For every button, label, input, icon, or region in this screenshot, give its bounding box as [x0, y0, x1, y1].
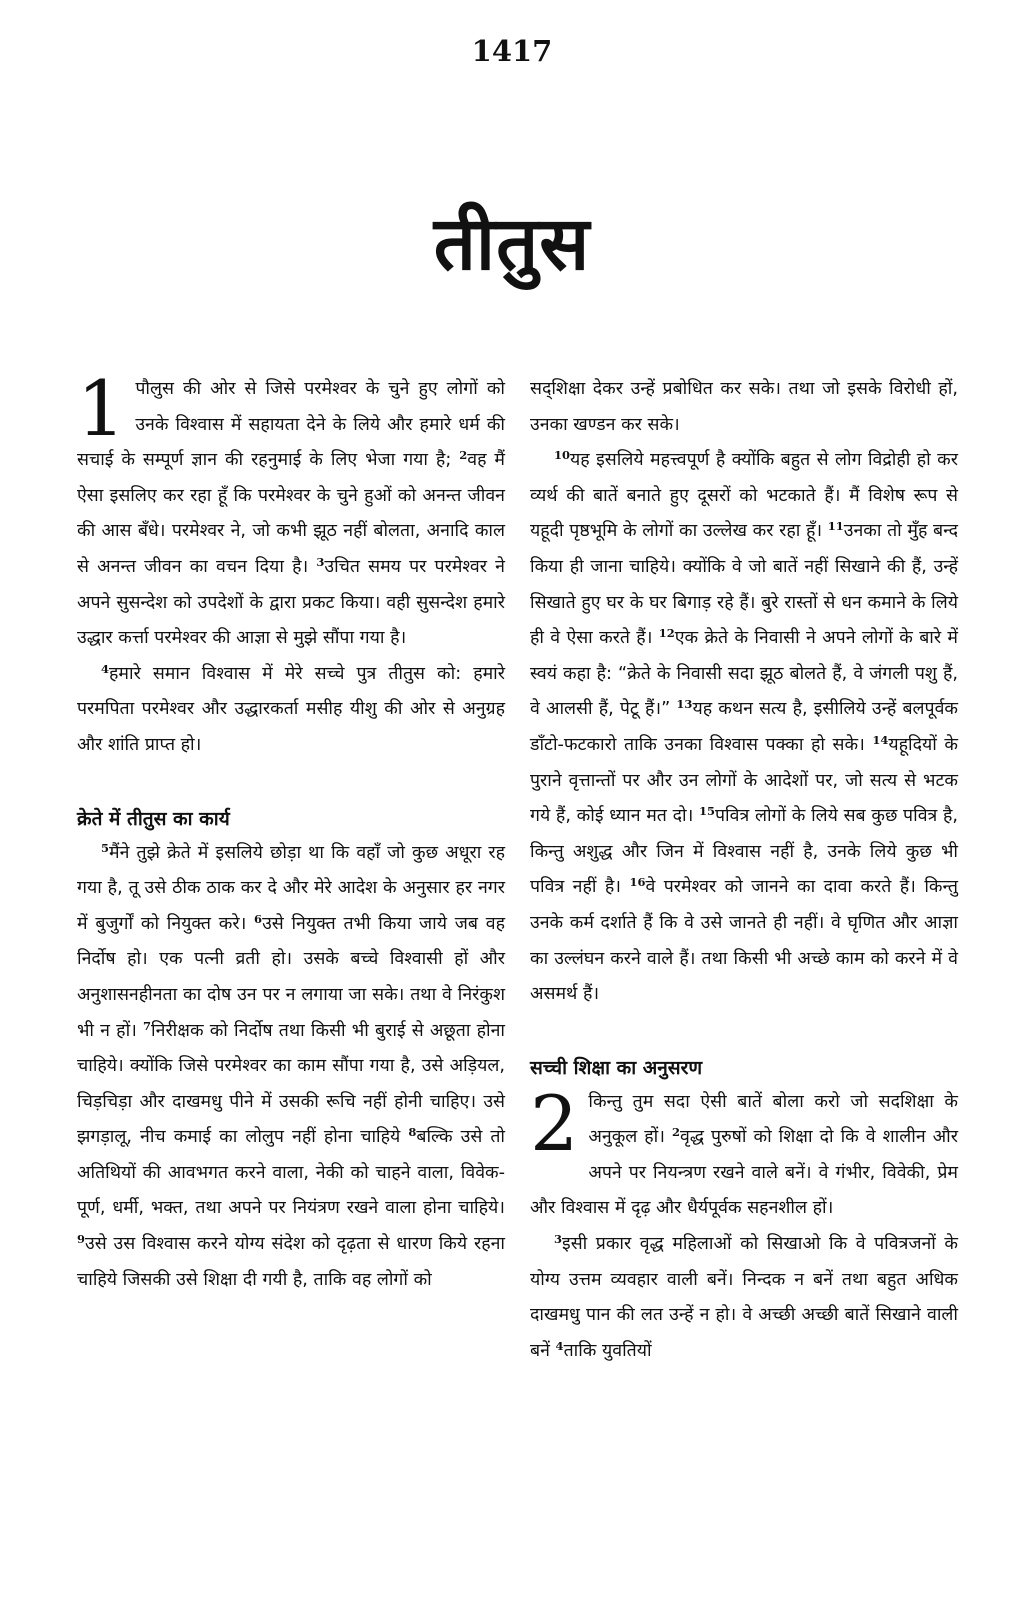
page-number: 1417 [471, 34, 553, 68]
verse-number-16: 16 [629, 875, 646, 890]
chapter-2-paragraph-2 [530, 1227, 958, 1369]
verse-text-2-1: किन्तु तुम सदा ऐसी बातें बोला करो जो सदशिक्षा के अनुकूल हों। [588, 1091, 958, 1148]
section-gap [77, 764, 505, 802]
verse-number-3: 3 [316, 554, 325, 569]
chapter-1-paragraph-4 [530, 443, 958, 1013]
verse-text-4: हमारे समान विश्वास में मेरे सच्चे पुत्र तीतुस को: हमारे परमपिता परमेश्वर और उद्धारकर्ता मसीह यीशु की ओर से अनुग्रह और शांति प्राप्त हो। [77, 663, 505, 755]
verse-number-13: 13 [676, 697, 693, 712]
verse-text-7: निरीक्षक को निर्दोष तथा किसी भी बुराई से अछूता होना चाहिये। क्योंकि जिसे परमेश्वर का काम सौंपा गया है, उसे अड़ियल, चिड़चिड़ा और दाखमधु पीने में उसकी रूचि नहीं होनी चाहिए। उसे झगड़ालू, नीच कमाई का लोलुप नहीं होना चाहिये [77, 1020, 505, 1148]
verse-text-6: उसे नियुक्त तभी किया जाये जब वह निर्दोष हो। एक पत्नी व्रती हो। उसके बच्चे विश्वासी हों और अनुशासनहीनता का दोष उन पर न लगाया जा सके। तथा वे निरंकुश भी न हों। [77, 913, 505, 1041]
verse-text-14: यहूदियों के पुराने वृत्तान्तों पर और उन लोगों के आदेशों पर, जो सत्य से भटक गये हैं, कोई ध्यान मत दो। [530, 734, 958, 827]
verse-text-11: उनका तो मुँह बन्द किया ही जाना चाहिये। क्योंकि वे जो बातें नहीं सिखाने की हैं, उन्हें सिखाते हुए घर के घर बिगाड़ रहे हैं। बुरे रास्तों से धन कमाने के लिये ही वे ऐसा करते हैं। [530, 521, 959, 649]
verse-number-7: 7 [143, 1018, 152, 1033]
verse-number-6: 6 [254, 911, 263, 926]
book-title: तीतुस [433, 201, 591, 287]
verse-text-2-2: वृद्ध पुरुषों को शिक्षा दो कि वे शालीन और अपने पर नियन्त्रण रखने वाले बनें। वे गंभीर, विवेकी, प्रेम और विश्वास में दृढ़ और धैर्यपूर्वक सहनशील हों। [530, 1127, 958, 1219]
chapter-1-continued: सद्शिक्षा देकर उन्हें प्रबोधित कर सके। तथा जो इसके विरोधी हों, उनका खण्डन कर सके। [530, 379, 958, 435]
chapter-1-paragraph-3 [77, 836, 505, 1299]
verse-text-15: पवित्र लोगों के लिये सब कुछ पवित्र है, किन्तु अशुद्ध और जिन में विश्वास नहीं है, उनके लिये कुछ भी पवित्र नहीं है। [530, 806, 959, 898]
verse-text-10: यह इसलिये महत्त्वपूर्ण है क्योंकि बहुत से लोग विद्रोही हो कर व्यर्थ की बातें बनाते हुए दूसरों को भटकाते हैं। मैं विशेष रूप से यहूदी पृष्ठभूमि के लोगों का उल्लेख कर रहा हूँ। [530, 450, 958, 542]
chapter-number-1: 1 [77, 364, 126, 453]
verse-number-4: 4 [101, 661, 110, 676]
left-column [77, 364, 506, 1298]
verse-number-9: 9 [77, 1232, 86, 1247]
right-column [530, 372, 958, 1369]
verse-text-2: वह मैं ऐसा इसलिए कर रहा हूँ कि परमेश्वर के चुने हुओं को अनन्त जीवन की आस बँधे। परमेश्वर ने, जो कभी झूठ नहीं बोलता, अनादि काल से अनन्त जीवन का वचन दिया है। [77, 450, 506, 577]
verse-text-8: बल्कि उसे तो अतिथियों की आवभगत करने वाला, नेकी को चाहने वाला, विवेक-पूर्ण, धर्मी, भक्त, तथा अपने पर नियंत्रण रखने वाला होना चाहिये। [77, 1127, 505, 1219]
verse-number-2-2: 2 [672, 1125, 681, 1140]
section-gap [530, 1013, 958, 1051]
verse-text-16: वे परमेश्वर को जानने का दावा करते हैं। किन्तु उनके कर्म दर्शाते हैं कि वे उसे जानते ही नहीं। वे घृणित और आज्ञा का उल्लंघन करने वाले हैं। तथा किसी भी अच्छे काम को करने में वे असमर्थ हैं। [530, 877, 959, 1005]
section-heading-true-teaching: सच्ची शिक्षा का अनुसरण [530, 1056, 703, 1079]
verse-text-5: मैंने तुझे क्रेते में इसलिये छोड़ा था कि वहाँ जो कुछ अधूरा रह गया है, तू उसे ठीक ठाक कर दे और मेरे आदेश के अनुसार हर नगर में बुजुर्गों को नियुक्त करे। [77, 842, 505, 934]
verse-number-11: 11 [827, 519, 844, 534]
verse-number-2: 2 [459, 448, 468, 463]
chapter-number-2: 2 [530, 1078, 579, 1168]
chapter-2-paragraph-1 [530, 1078, 958, 1227]
verse-text-13: यह कथन सत्य है, इसीलिये उन्हें बलपूर्वक डाँटो-फटकारो ताकि उनका विश्वास पक्का हो सके। [530, 699, 959, 755]
verse-text-9: उसे उस विश्वास करने योग्य संदेश को दृढ़ता से धारण किये रहना चाहिये जिसकी उसे शिक्षा दी गयी है, ताकि वह लोगों को [77, 1234, 505, 1290]
chapter-1-paragraph-2 [77, 657, 505, 764]
verse-number-2-3: 3 [554, 1232, 563, 1247]
verse-number-14: 14 [872, 732, 889, 747]
verse-number-8: 8 [408, 1125, 417, 1140]
verse-number-10: 10 [554, 448, 571, 463]
verse-text-12: एक क्रेते के निवासी ने अपने लोगों के बारे में स्वयं कहा है: “क्रेते के निवासी सदा झूठ बोलते हैं, वे जंगली पशु हैं, वे आलसी हैं, पेटू हैं।” [530, 628, 959, 720]
verse-text-3: उचित समय पर परमेश्वर ने अपने सुसन्देश को उपदेशों के द्वारा प्रकट किया। वही सुसन्देश हमारे उद्धार कर्त्ता परमेश्वर की आज्ञा से मुझे सौंपा गया है। [77, 556, 505, 649]
verse-number-2-4: 4 [555, 1338, 564, 1353]
verse-number-15: 15 [699, 804, 716, 819]
verse-number-5: 5 [101, 840, 110, 855]
chapter-1-paragraph-1 [77, 364, 506, 657]
verse-text-1: पौलुस की ओर से जिसे परमेश्वर के चुने हुए लोगों को उनके विश्वास में सहायता देने के लिये और हमारे धर्म की सचाई के सम्पूर्ण ज्ञान की रहनुमाई के लिए भेजा गया है; [77, 379, 505, 471]
verse-text-2-3: इसी प्रकार वृद्ध महिलाओं को सिखाओ कि वे पवित्रजनों के योग्य उत्तम व्यवहार वाली बनें। निन्दक न बनें तथा बहुत अधिक दाखमधु पान की लत उन्हें न हो। वे अच्छी अच्छी बातें सिखाने वाली बनें [530, 1234, 958, 1361]
section-heading-crete: क्रेते में तीतुस का कार्य [77, 807, 230, 830]
verse-number-12: 12 [658, 626, 675, 641]
verse-text-2-4: ताकि युवतियों [563, 1340, 652, 1361]
